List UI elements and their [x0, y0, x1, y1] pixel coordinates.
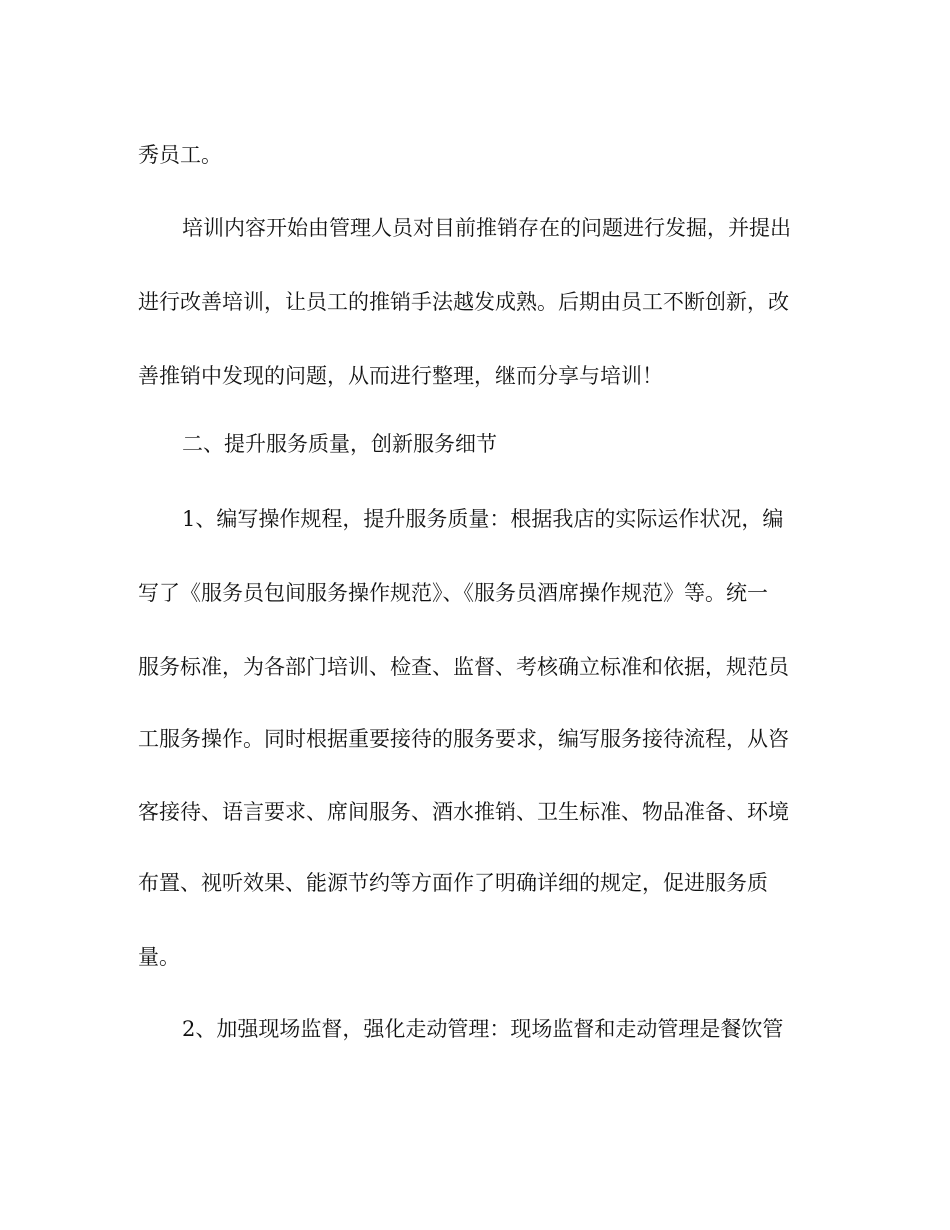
text-line: 1、编写操作规程，提升服务质量：根据我店的实际运作状况，编 [182, 507, 784, 531]
text-line: 布置、视听效果、能源节约等方面作了明确详细的规定，促进服务质 [138, 871, 768, 895]
text-line: 写了《服务员包间服务操作规范》、《服务员酒席操作规范》等。统一 [138, 581, 768, 605]
text-line: 秀员工。 [138, 143, 222, 167]
text-line: 2、加强现场监督，强化走动管理：现场监督和走动管理是餐饮管 [182, 1017, 784, 1041]
text-line: 善推销中发现的问题，从而进行整理，继而分享与培训！ [138, 364, 663, 388]
text-line: 进行改善培训，让员工的推销手法越发成熟。后期由员工不断创新，改 [138, 290, 789, 314]
text-line: 培训内容开始由管理人员对目前推销存在的问题进行发掘，并提出 [182, 216, 791, 240]
text-line: 工服务操作。同时根据重要接待的服务要求，编写服务接待流程，从咨 [138, 727, 789, 751]
text-line: 客接待、语言要求、席间服务、酒水推销、卫生标准、物品准备、环境 [138, 800, 789, 824]
text-line: 服务标准，为各部门培训、检查、监督、考核确立标准和依据，规范员 [138, 655, 789, 679]
text-line: 量。 [138, 945, 180, 969]
section-heading: 二、提升服务质量，创新服务细节 [182, 432, 497, 456]
